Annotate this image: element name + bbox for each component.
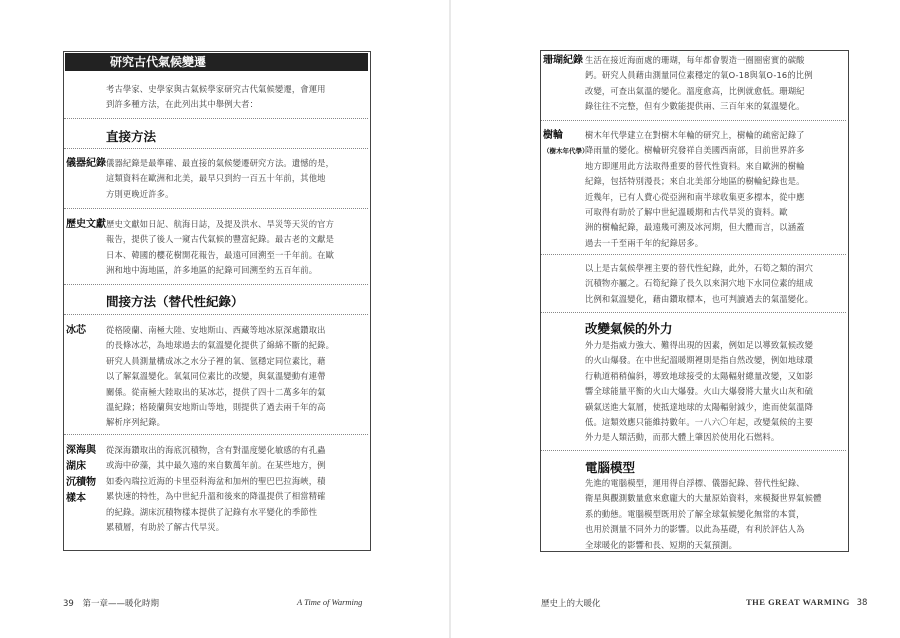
divider xyxy=(64,118,368,119)
divider xyxy=(541,312,846,313)
book-gutter xyxy=(449,0,451,638)
left-footer xyxy=(63,597,159,609)
computer-models-text: 先進的電腦模型，運用得自浮標、儀器紀錄、替代性紀錄、 衛星與觀測數量愈來愈龐大的大量原始資料，來模擬世界氣候體 系的動態。電腦模型既用於了解全球氣候變化無常的本質， 也用於測量不同外力的影響。以此為基礎，有利於評估人為 全球暖化的影響和長、短期的天氣預測。 xyxy=(585,478,822,550)
left-page-number: 39 xyxy=(63,599,74,609)
right-running-title: THE GREAT WARMING xyxy=(746,597,850,607)
ice-core-label: 冰芯 xyxy=(66,325,86,336)
dendrochronology-label: （樹木年代學） xyxy=(543,147,589,155)
right-page-number: 38 xyxy=(856,598,868,608)
right-book-title: 歷史上的大暖化 xyxy=(541,599,601,609)
right-footer xyxy=(746,597,867,608)
tree-rings-text: 樹木年代學建立在對樹木年輪的研究上，樹輪的疏密記錄了 降雨量的變化。樹輪研究發祥自美國西南部，目前世界許多 地方即運用此方法取得重要的替代性資料。來自歐洲的樹輪 紀錄，包括特別漫長；來自北美部分地區的樹輪紀錄也是。 近幾年，已有人費心從亞洲和南半球收集更多標本，從中應 可取得有助於了解中世紀溫暖期和古代旱災的資料。歐 洲的樹輪紀錄，最遠幾可溯及冰河期，但大體而言，以涵蓋 過去一千至兩千年的紀錄居多。 xyxy=(585,130,805,248)
instrument-records-label: 儀器紀錄 xyxy=(66,158,106,169)
divider xyxy=(541,450,846,451)
left-chapter-title: 第一章——暖化時期 xyxy=(82,599,160,609)
summary-paragraph: 以上是古氣候學裡主要的替代性紀錄，此外，石筍之類的洞穴 沉積物亦屬之。石筍紀錄了長久以來洞穴地下水同位素的組成 比例和氣溫變化，藉由鑽取標本，也可判讀過去的氣溫變化。 xyxy=(585,263,814,304)
external-forces-heading: 改變氣候的外力 xyxy=(585,321,673,336)
sediment-samples-label: 深海與 湖床 沉積物 樣本 xyxy=(66,445,96,504)
divider xyxy=(541,254,846,255)
intro-paragraph: 考古學家、史學家與古氣候學家研究古代氣候變遷，會運用 到許多種方法，在此列出其中舉例大者： xyxy=(106,84,326,110)
indirect-methods-heading: 間接方法（替代性紀錄） xyxy=(106,294,244,309)
divider xyxy=(64,434,368,435)
historical-documents-text: 歷史文獻如日記、航海日誌，及提及洪水、旱災等天災的官方 報告，提供了後人一窺古代氣候的豐富紀錄。最古老的文獻是 日本、韓國的櫻花樹開花報告，最遠可回溯至一千年前。在歐 洲和地中海地區，許多地區的紀錄可回溯至約五百年前。 xyxy=(106,219,335,276)
divider xyxy=(64,314,368,315)
divider xyxy=(541,120,846,121)
left-running-title: A Time of Warming xyxy=(297,597,363,607)
sidebar-title: 研究古代氣候變遷 xyxy=(110,55,207,69)
coral-records-label: 珊瑚紀錄 xyxy=(543,55,583,66)
historical-documents-label: 歷史文獻 xyxy=(66,219,106,230)
divider xyxy=(64,284,368,285)
external-forces-text: 外力是指威力強大、難得出現的因素，例如足以導致氣候改變 的火山爆發。在中世紀溫暖期裡則是指自然改變，例如地球環 行軌道稍稍偏斜，導致地球接受的太陽輻射總量改變，又如影 響全球能量平衡的火山大爆發。火山大爆發將大量火山灰和硫 磺氣送進大氣層，使抵達地球的太陽輻射減少，進而使氣溫降 低。這類效應只能維持數年。一八六〇年起，改變氣候的主要 外力是人類活動，而那大體上肇因於使用化石燃料。 xyxy=(585,340,814,443)
ice-core-text: 從格陵蘭、南極大陸、安地斯山、西藏等地冰原深處鑽取出 的長條冰芯，為地球過去的氣溫變化提供了綿綿不斷的紀錄。 研究人員測量構成冰之水分子裡的氧、氫穩定同位素比，藉 以了解氣溫變化。氧氣同位素比的改變，與氣溫變動有連帶 關係。從南極大陸取出的某冰芯，提供了四十二萬多年的氣 溫紀錄；格陵蘭與安地斯山等地，則提供了過去兩千年的高 解析序列紀錄。 xyxy=(106,325,335,428)
direct-methods-heading: 直接方法 xyxy=(106,129,157,144)
divider xyxy=(64,208,368,209)
sediment-samples-text: 從深海鑽取出的海底沉積物，含有對溫度變化敏感的有孔蟲 或海中矽藻，其中最久遠的來自數萬年前。在某些地方，例 如委內瑞拉近海的卡里亞科海盆和加州的聖巴巴拉海峽，積 累快速的特性，為中世紀升溫和後來的降溫提供了相當精確 的紀錄。湖床沉積物樣本提供了記錄有水平變化的季節性 累積層，有助於了解古代旱災。 xyxy=(106,445,326,533)
instrument-records-text: 儀器紀錄是最準確、最直接的氣候變遷研究方法。遺憾的是， 這類資料在歐洲和北美，最早只到約一百五十年前，其他地 方則更晚近許多。 xyxy=(106,158,335,199)
tree-rings-label: 樹輪 xyxy=(543,130,563,141)
divider xyxy=(64,148,368,149)
coral-records-text: 生活在接近海面處的珊瑚，每年都會製造一圈圈密實的碳酸 鈣。研究人員藉由測量同位素穩定的氧O-18與氧O-16的比例 改變，可查出氣溫的變化。溫度愈高，比例就愈低。珊瑚紀 錄往往不完整，但有少數能提供兩、三百年來的氣溫變化。 xyxy=(585,55,813,112)
computer-models-heading: 電腦模型 xyxy=(585,460,636,475)
